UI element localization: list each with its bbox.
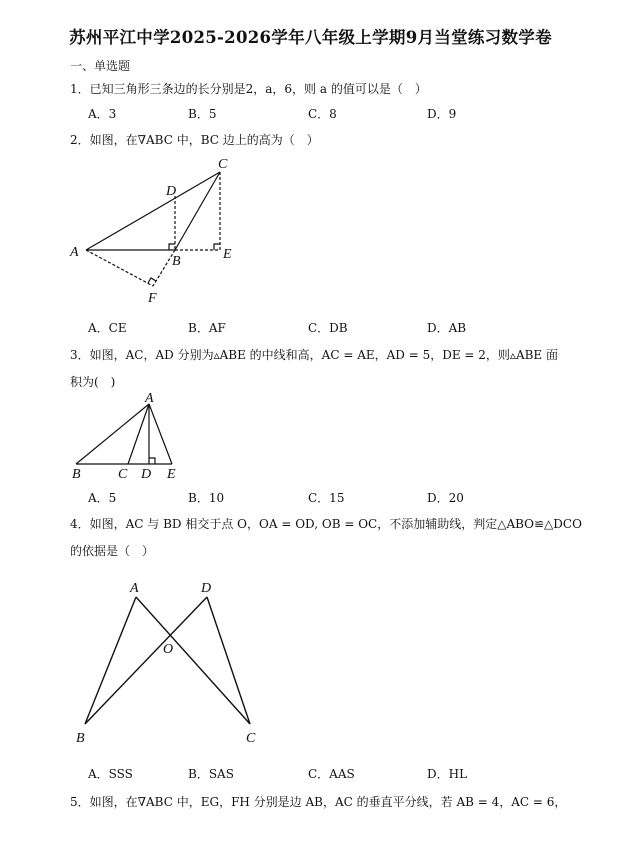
q4-option-c: C．AAS: [308, 767, 355, 781]
q2-label-e: E: [223, 247, 232, 262]
question-3-stem: 3．如图，AC，AD 分别为▵ABE 的中线和高，AC = AE，AD = 5，DE = 2，则▵ABE 面: [70, 348, 559, 362]
q4-option-b: B．SAS: [188, 767, 234, 781]
q2-option-b: B．AF: [188, 321, 226, 335]
q2-label-a: A: [70, 245, 79, 260]
q2-label-d: D: [166, 184, 177, 199]
q4-label-o: O: [163, 642, 174, 657]
q4-label-a: A: [130, 581, 139, 596]
question-4-stem: 4．如图，AC 与 BD 相交于点 O，OA = OD, OB = OC，不添加辅助线，判定△ABO≌△DCO: [70, 517, 582, 531]
q1-option-b: B．5: [188, 107, 217, 121]
q3-label-e: E: [167, 467, 176, 482]
question-3-stem-line2: 积为( ): [70, 375, 116, 389]
q2-label-f: F: [148, 291, 157, 306]
q1-option-a: A．3: [88, 107, 117, 121]
q4-label-b: B: [76, 731, 85, 746]
q1-option-c: C．8: [308, 107, 337, 121]
q4-option-a: A．SSS: [88, 767, 133, 781]
q3-option-d: D．20: [427, 491, 464, 505]
q4-label-d: D: [201, 581, 212, 596]
q4-label-c: C: [246, 731, 256, 746]
q3-label-c: C: [118, 467, 128, 482]
q3-label-b: B: [72, 467, 81, 482]
q1-option-d: D．9: [427, 107, 457, 121]
question-4-stem-line2: 的依据是（ ）: [70, 544, 155, 558]
q2-option-d: D．AB: [427, 321, 467, 335]
q3-option-c: C．15: [308, 491, 345, 505]
q3-option-a: A．5: [88, 491, 117, 505]
page-title: 苏州平江中学2025-2026学年八年级上学期9月当堂练习数学卷: [69, 28, 552, 47]
q3-label-a: A: [145, 391, 154, 406]
question-1-stem: 1．已知三角形三条边的长分别是2，a，6，则 a 的值可以是（ ）: [70, 82, 427, 96]
q2-option-c: C．DB: [308, 321, 348, 335]
question-5-stem: 5．如图，在∇ABC 中，EG，FH 分别是边 AB，AC 的垂直平分线，若 AB = 4，AC = 6，: [70, 795, 567, 809]
section-heading: 一、单选题: [70, 59, 131, 73]
question-2-stem: 2．如图，在∇ABC 中，BC 边上的高为（ ）: [70, 133, 319, 147]
q3-label-d: D: [141, 467, 152, 482]
q2-label-b: B: [172, 254, 181, 269]
q4-option-d: D．HL: [427, 767, 468, 781]
q2-option-a: A．CE: [88, 321, 127, 335]
q2-label-c: C: [218, 157, 228, 172]
q3-option-b: B．10: [188, 491, 225, 505]
